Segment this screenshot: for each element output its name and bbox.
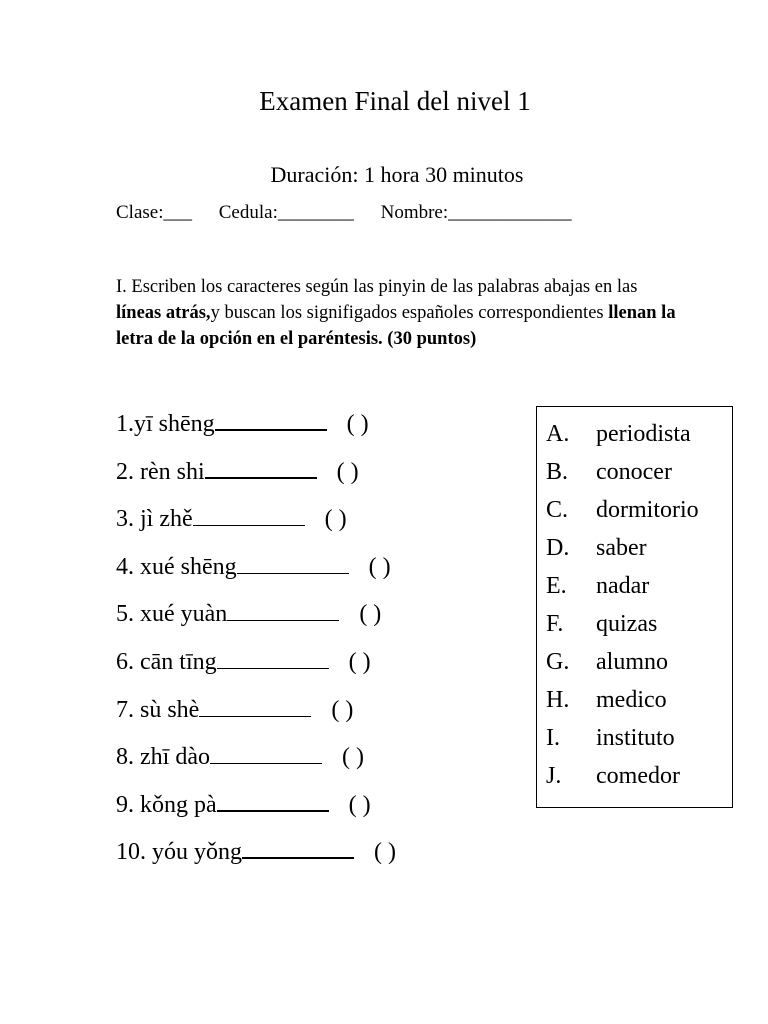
question-item [116,499,536,547]
answer-blank[interactable] [237,572,349,574]
option-letter: G. [546,649,570,675]
answer-parenthesis[interactable]: ( ) [348,648,371,675]
answer-blank[interactable] [199,715,311,717]
answer-blank[interactable] [210,762,322,764]
cedula-field[interactable]: Cedula:________ [218,202,354,223]
question-item [116,452,536,500]
question-item [116,832,536,880]
answer-blank[interactable] [215,428,327,431]
question-item [116,690,536,738]
option-item [546,495,699,525]
option-item [546,647,668,677]
pinyin-label: 8. zhī dào [116,744,210,771]
option-item [546,609,657,639]
option-letter: B. [546,459,569,485]
option-word: instituto [596,725,675,751]
answer-blank[interactable] [193,524,305,526]
pinyin-label: 5. xué yuàn [116,601,228,628]
option-item [546,533,647,563]
option-word: medico [596,687,667,713]
question-item [116,642,536,690]
pinyin-label: 4. xué shēng [116,553,237,580]
options-box [536,406,733,808]
exam-duration: Duración: 1 hora 30 minutos [270,162,524,187]
student-info-line [116,202,572,224]
answer-parenthesis[interactable]: ( ) [359,601,382,628]
option-word: saber [596,535,647,561]
option-letter: A. [546,421,570,447]
answer-parenthesis[interactable]: ( ) [368,553,391,580]
answer-parenthesis[interactable]: ( ) [346,411,369,437]
pinyin-label: 2. rèn shi [116,458,205,485]
instructions-bold-1: líneas atrás, [116,303,211,323]
option-letter: D. [546,535,570,561]
answer-parenthesis[interactable]: ( ) [336,458,359,485]
option-letter: J. [546,763,562,789]
nombre-field[interactable]: Nombre:_____________ [380,202,572,223]
option-letter: H. [546,687,570,713]
answer-parenthesis[interactable]: ( ) [341,744,364,771]
question-item [116,785,536,833]
pinyin-label: 7. sù shè [116,696,200,723]
question-item [116,547,536,595]
option-item [546,419,691,449]
option-word: quizas [596,611,658,637]
instructions-text-1: I. Escriben los caracteres según las pinyin de las palabras abajas en las [116,277,638,297]
pinyin-label: 1.yī shēng [116,411,215,437]
option-item [546,457,672,487]
option-word: conocer [596,459,672,485]
option-word: comedor [596,763,680,789]
question-list [116,404,536,880]
answer-blank[interactable] [217,809,329,812]
exam-title: Examen Final del nivel 1 [259,86,531,116]
option-letter: C. [546,497,569,523]
instructions-text-2: y buscan los signifigados españoles correspondientes [210,303,609,323]
question-item [116,404,536,452]
option-letter: F. [546,611,564,637]
answer-parenthesis[interactable]: ( ) [374,839,396,866]
pinyin-label: 10. yóu yǒng [116,839,242,866]
answer-parenthesis[interactable]: ( ) [331,696,354,723]
question-item [116,737,536,785]
answer-blank[interactable] [227,619,339,621]
option-word: dormitorio [596,497,699,523]
option-item [546,723,675,753]
question-item [116,594,536,642]
instructions-bold-2: llenan la letra de la opción en el paréntesis. (30 puntos) [116,303,676,349]
pinyin-label: 9. kǒng pà [116,791,217,818]
option-word: alumno [596,649,668,675]
clase-field[interactable]: Clase:___ [116,202,192,223]
answer-parenthesis[interactable]: ( ) [324,506,347,533]
answer-blank[interactable] [205,476,317,479]
option-item [546,571,649,601]
answer-parenthesis[interactable]: ( ) [348,791,371,818]
option-letter: E. [546,573,567,599]
option-word: periodista [596,421,691,447]
section-instructions [116,274,676,352]
pinyin-label: 6. cān tīng [116,648,217,675]
pinyin-label: 3. jì zhě [116,506,193,533]
option-word: nadar [596,573,650,599]
option-item [546,761,680,791]
option-item [546,685,667,715]
answer-blank[interactable] [242,856,354,859]
answer-blank[interactable] [217,667,329,669]
option-letter: I. [546,725,560,751]
